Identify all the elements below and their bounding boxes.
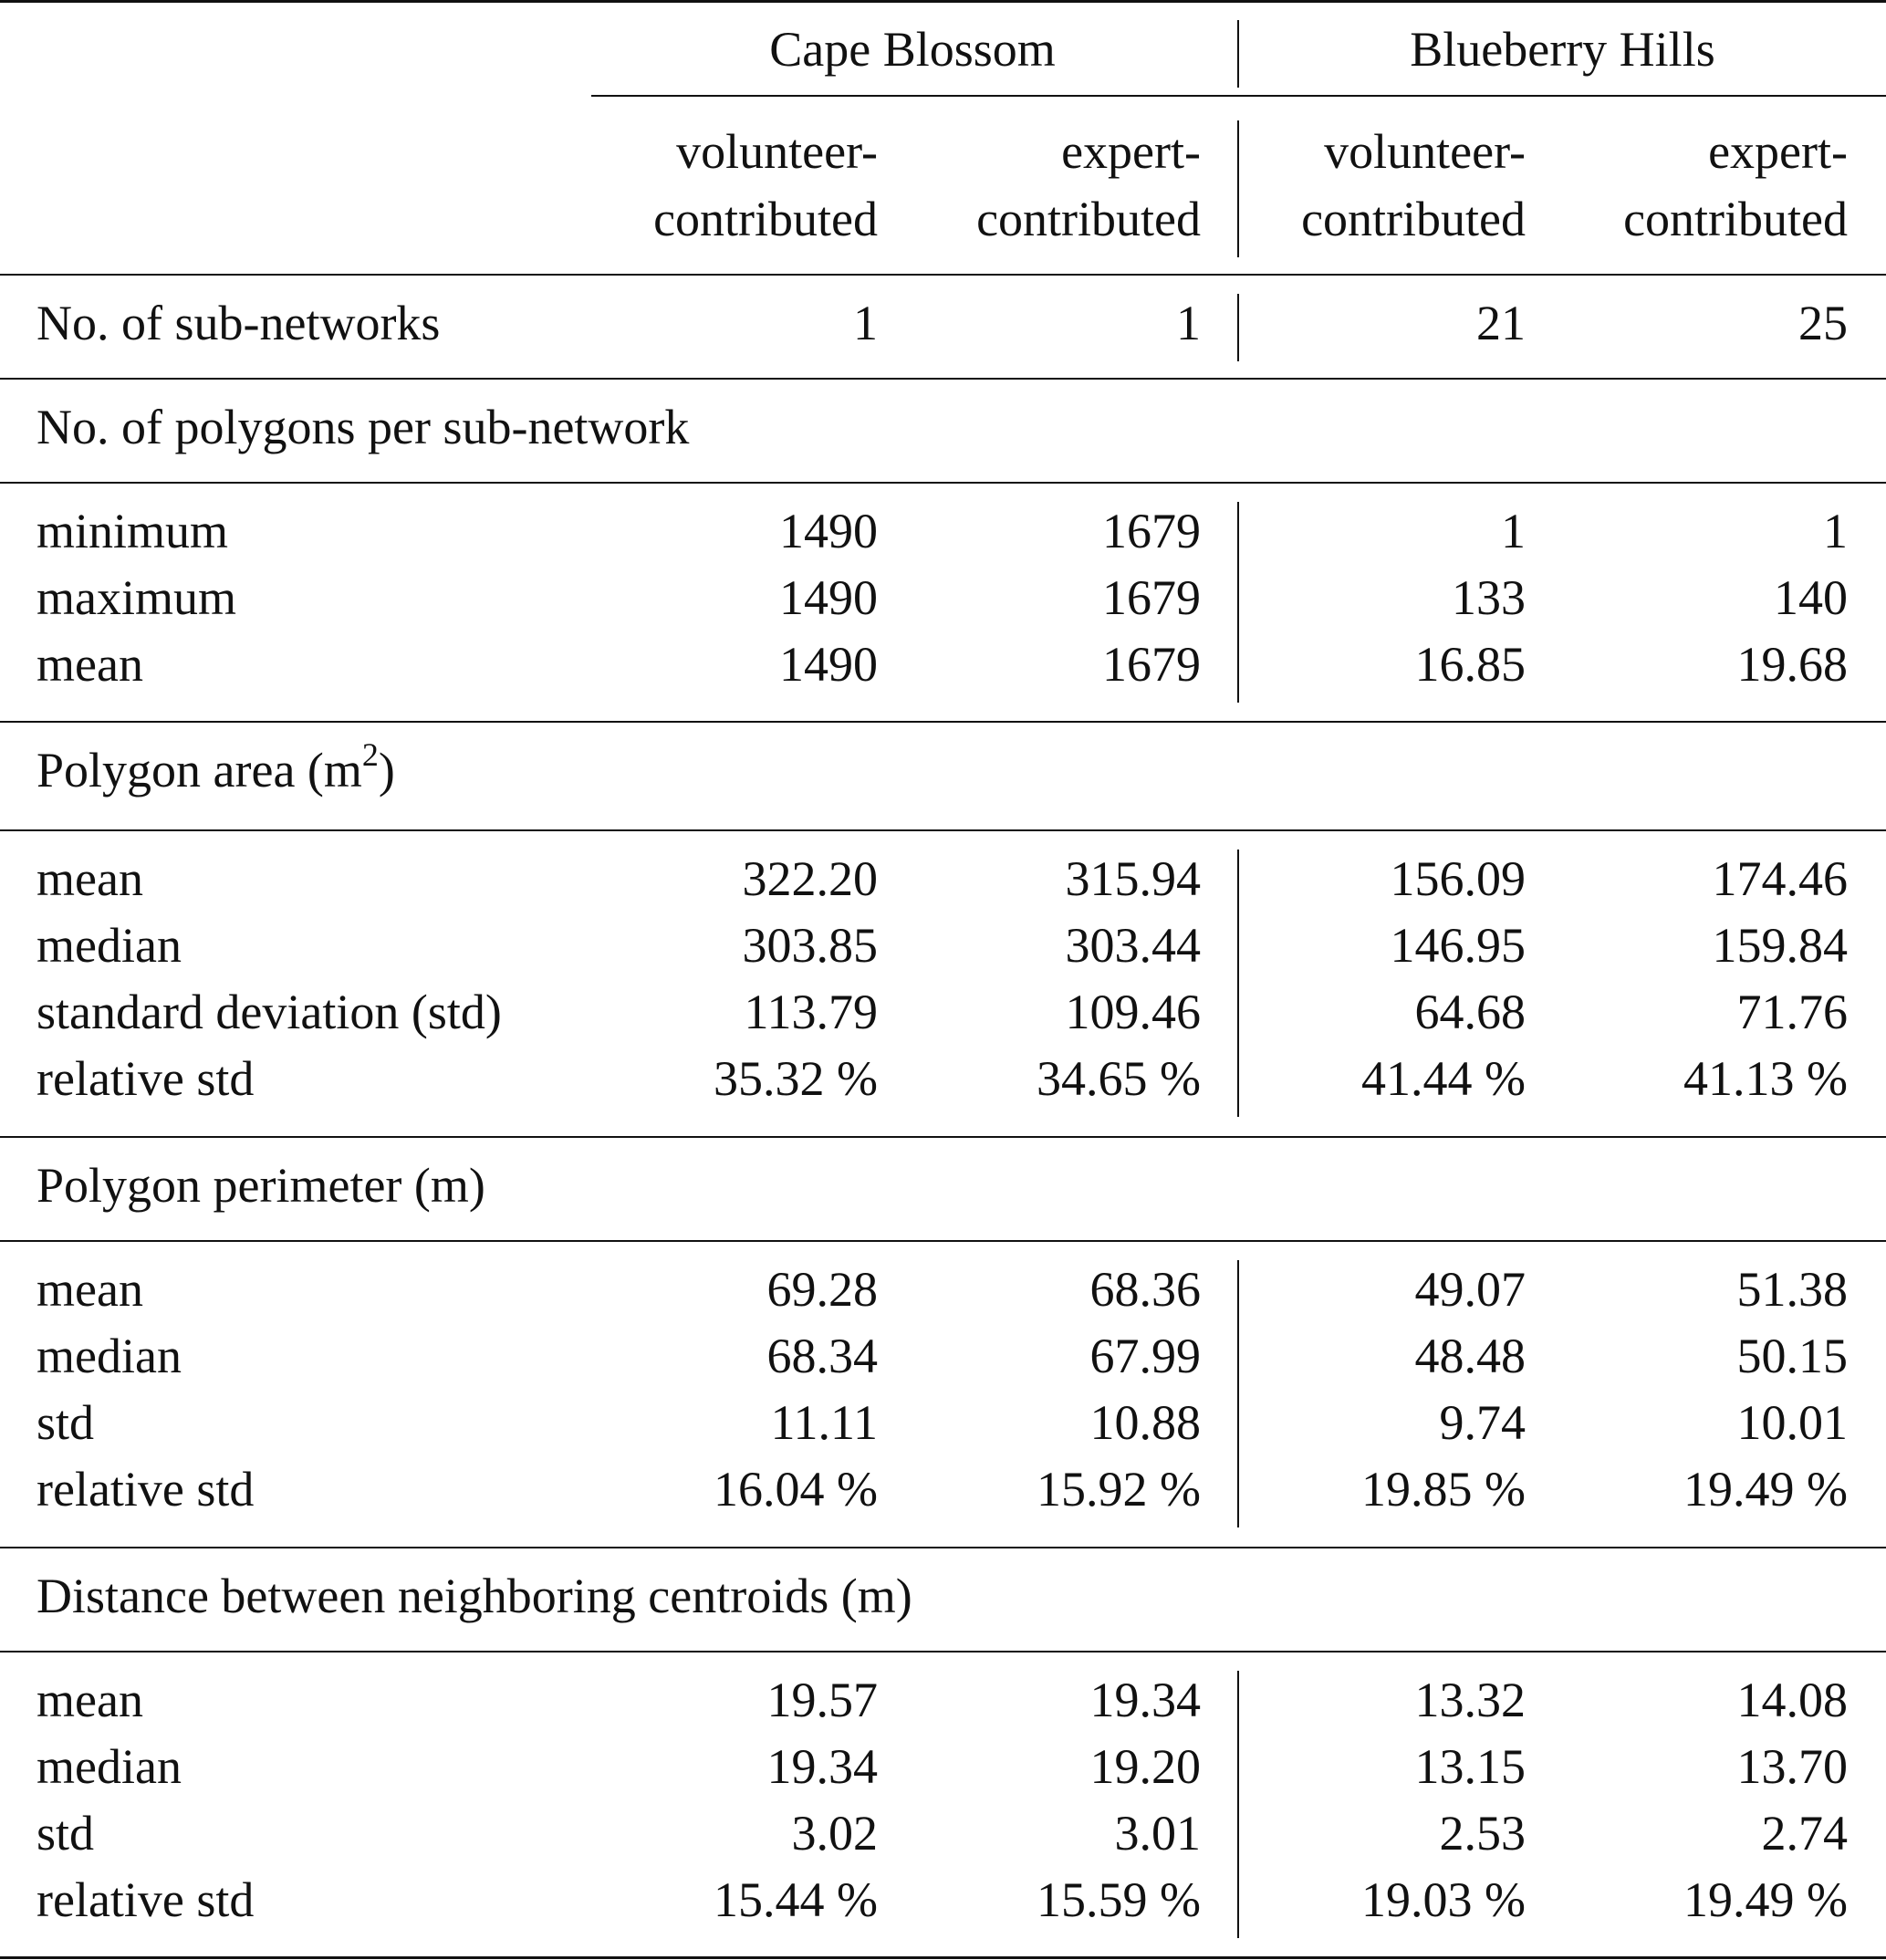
row-label: minimum [36, 504, 229, 558]
subheader-cb-volunteer-line1: volunteer- [676, 124, 878, 179]
group-header-blueberry-hills: Blueberry Hills [1410, 22, 1715, 77]
row-label: median [36, 1329, 182, 1383]
row-label: maximum [36, 570, 236, 625]
section-title: Polygon perimeter (m) [36, 1158, 485, 1213]
cell: 3.01 [1114, 1806, 1201, 1861]
superscript: 2 [361, 736, 379, 773]
section-rule [0, 1136, 1886, 1138]
row-label: std [36, 1395, 95, 1450]
cell: 49.07 [1414, 1262, 1526, 1317]
cell: 19.57 [766, 1673, 878, 1727]
cell: 25 [1798, 296, 1848, 350]
row-label: relative std [36, 1872, 255, 1927]
cell: 322.20 [742, 851, 878, 906]
cell: 1679 [1102, 504, 1201, 558]
cell: 315.94 [1065, 851, 1201, 906]
cell: 1679 [1102, 570, 1201, 625]
section-rule [0, 1547, 1886, 1548]
cell: 15.92 % [1037, 1462, 1201, 1517]
cell: 69.28 [766, 1262, 878, 1317]
section-title-text: Polygon area (m [36, 743, 362, 798]
group-rule [591, 95, 1886, 97]
section-rule [0, 721, 1886, 723]
cell: 1490 [779, 504, 878, 558]
cell: 303.44 [1065, 918, 1201, 973]
cell: 133 [1452, 570, 1526, 625]
subheader-cb-volunteer-line2: contributed [653, 192, 878, 246]
column-divider [1237, 850, 1239, 1117]
cell: 113.79 [744, 985, 878, 1039]
cell: 1 [1823, 504, 1848, 558]
cell: 34.65 % [1037, 1051, 1201, 1106]
row-label: mean [36, 637, 143, 692]
cell: 68.34 [766, 1329, 878, 1383]
cell: 16.85 [1414, 637, 1526, 692]
section-title-suffix: ) [378, 743, 395, 798]
cell: 109.46 [1065, 985, 1201, 1039]
subheader-bh-expert-line2: contributed [1623, 192, 1848, 246]
column-divider [1237, 1671, 1239, 1938]
cell: 41.13 % [1683, 1051, 1848, 1106]
cell: 19.34 [1089, 1673, 1201, 1727]
cell: 10.88 [1089, 1395, 1201, 1450]
cell: 15.44 % [714, 1872, 878, 1927]
cell: 140 [1774, 570, 1848, 625]
section-title: No. of polygons per sub-network [36, 400, 690, 454]
cell: 16.04 % [714, 1462, 878, 1517]
cell: 1 [853, 296, 878, 350]
top-rule [0, 0, 1886, 3]
group-header-cape-blossom: Cape Blossom [769, 22, 1056, 77]
section-rule [0, 378, 1886, 380]
column-divider [1237, 294, 1239, 361]
cell: 19.85 % [1361, 1462, 1526, 1517]
cell: 19.34 [766, 1739, 878, 1794]
cell: 51.38 [1736, 1262, 1848, 1317]
cell: 3.02 [791, 1806, 878, 1861]
row-label: median [36, 918, 182, 973]
bottom-rule [0, 1956, 1886, 1959]
cell: 19.49 % [1683, 1872, 1848, 1927]
cell: 71.76 [1736, 985, 1848, 1039]
cell: 174.46 [1712, 851, 1848, 906]
cell: 1679 [1102, 637, 1201, 692]
cell: 156.09 [1390, 851, 1526, 906]
row-label: relative std [36, 1462, 255, 1517]
section-title [36, 736, 395, 799]
cell: 10.01 [1736, 1395, 1848, 1450]
row-label: mean [36, 851, 143, 906]
cell: 35.32 % [714, 1051, 878, 1106]
cell: 303.85 [742, 918, 878, 973]
cell: 48.48 [1414, 1329, 1526, 1383]
cell: 19.20 [1089, 1739, 1201, 1794]
subheader-bh-expert-line1: expert- [1708, 124, 1848, 179]
cell: 146.95 [1390, 918, 1526, 973]
cell: 1 [1501, 504, 1526, 558]
column-divider [1237, 502, 1239, 703]
row-label: mean [36, 1673, 143, 1727]
cell: 13.32 [1414, 1673, 1526, 1727]
subheader-bh-volunteer-line1: volunteer- [1324, 124, 1526, 179]
section-rule [0, 1240, 1886, 1242]
header-rule [0, 274, 1886, 276]
row-label: median [36, 1739, 182, 1794]
cell: 50.15 [1736, 1329, 1848, 1383]
cell: 1 [1176, 296, 1201, 350]
row-label: mean [36, 1262, 143, 1317]
cell: 19.68 [1736, 637, 1848, 692]
section-rule [0, 1651, 1886, 1652]
cell: 2.74 [1761, 1806, 1848, 1861]
subheader-cb-expert-line1: expert- [1061, 124, 1201, 179]
subheader-cb-expert-line2: contributed [976, 192, 1201, 246]
cell: 19.03 % [1361, 1872, 1526, 1927]
cell: 64.68 [1414, 985, 1526, 1039]
cell: 14.08 [1736, 1673, 1848, 1727]
section-rule [0, 829, 1886, 831]
row-label: No. of sub-networks [36, 296, 441, 350]
cell: 11.11 [770, 1395, 878, 1450]
cell: 67.99 [1089, 1329, 1201, 1383]
cell: 68.36 [1089, 1262, 1201, 1317]
row-label: relative std [36, 1051, 255, 1106]
column-divider [1237, 120, 1239, 257]
cell: 21 [1476, 296, 1526, 350]
section-rule [0, 482, 1886, 484]
section-title: Distance between neighboring centroids (m) [36, 1569, 912, 1623]
cell: 41.44 % [1361, 1051, 1526, 1106]
column-divider [1237, 20, 1239, 88]
subheader-bh-volunteer-line2: contributed [1301, 192, 1526, 246]
cell: 2.53 [1439, 1806, 1526, 1861]
row-label: standard deviation (std) [36, 985, 502, 1039]
cell: 19.49 % [1683, 1462, 1848, 1517]
row-label: std [36, 1806, 95, 1861]
cell: 1490 [779, 637, 878, 692]
cell: 1490 [779, 570, 878, 625]
cell: 9.74 [1439, 1395, 1526, 1450]
cell: 15.59 % [1037, 1872, 1201, 1927]
cell: 13.15 [1414, 1739, 1526, 1794]
column-divider [1237, 1260, 1239, 1527]
cell: 13.70 [1736, 1739, 1848, 1794]
cell: 159.84 [1712, 918, 1848, 973]
